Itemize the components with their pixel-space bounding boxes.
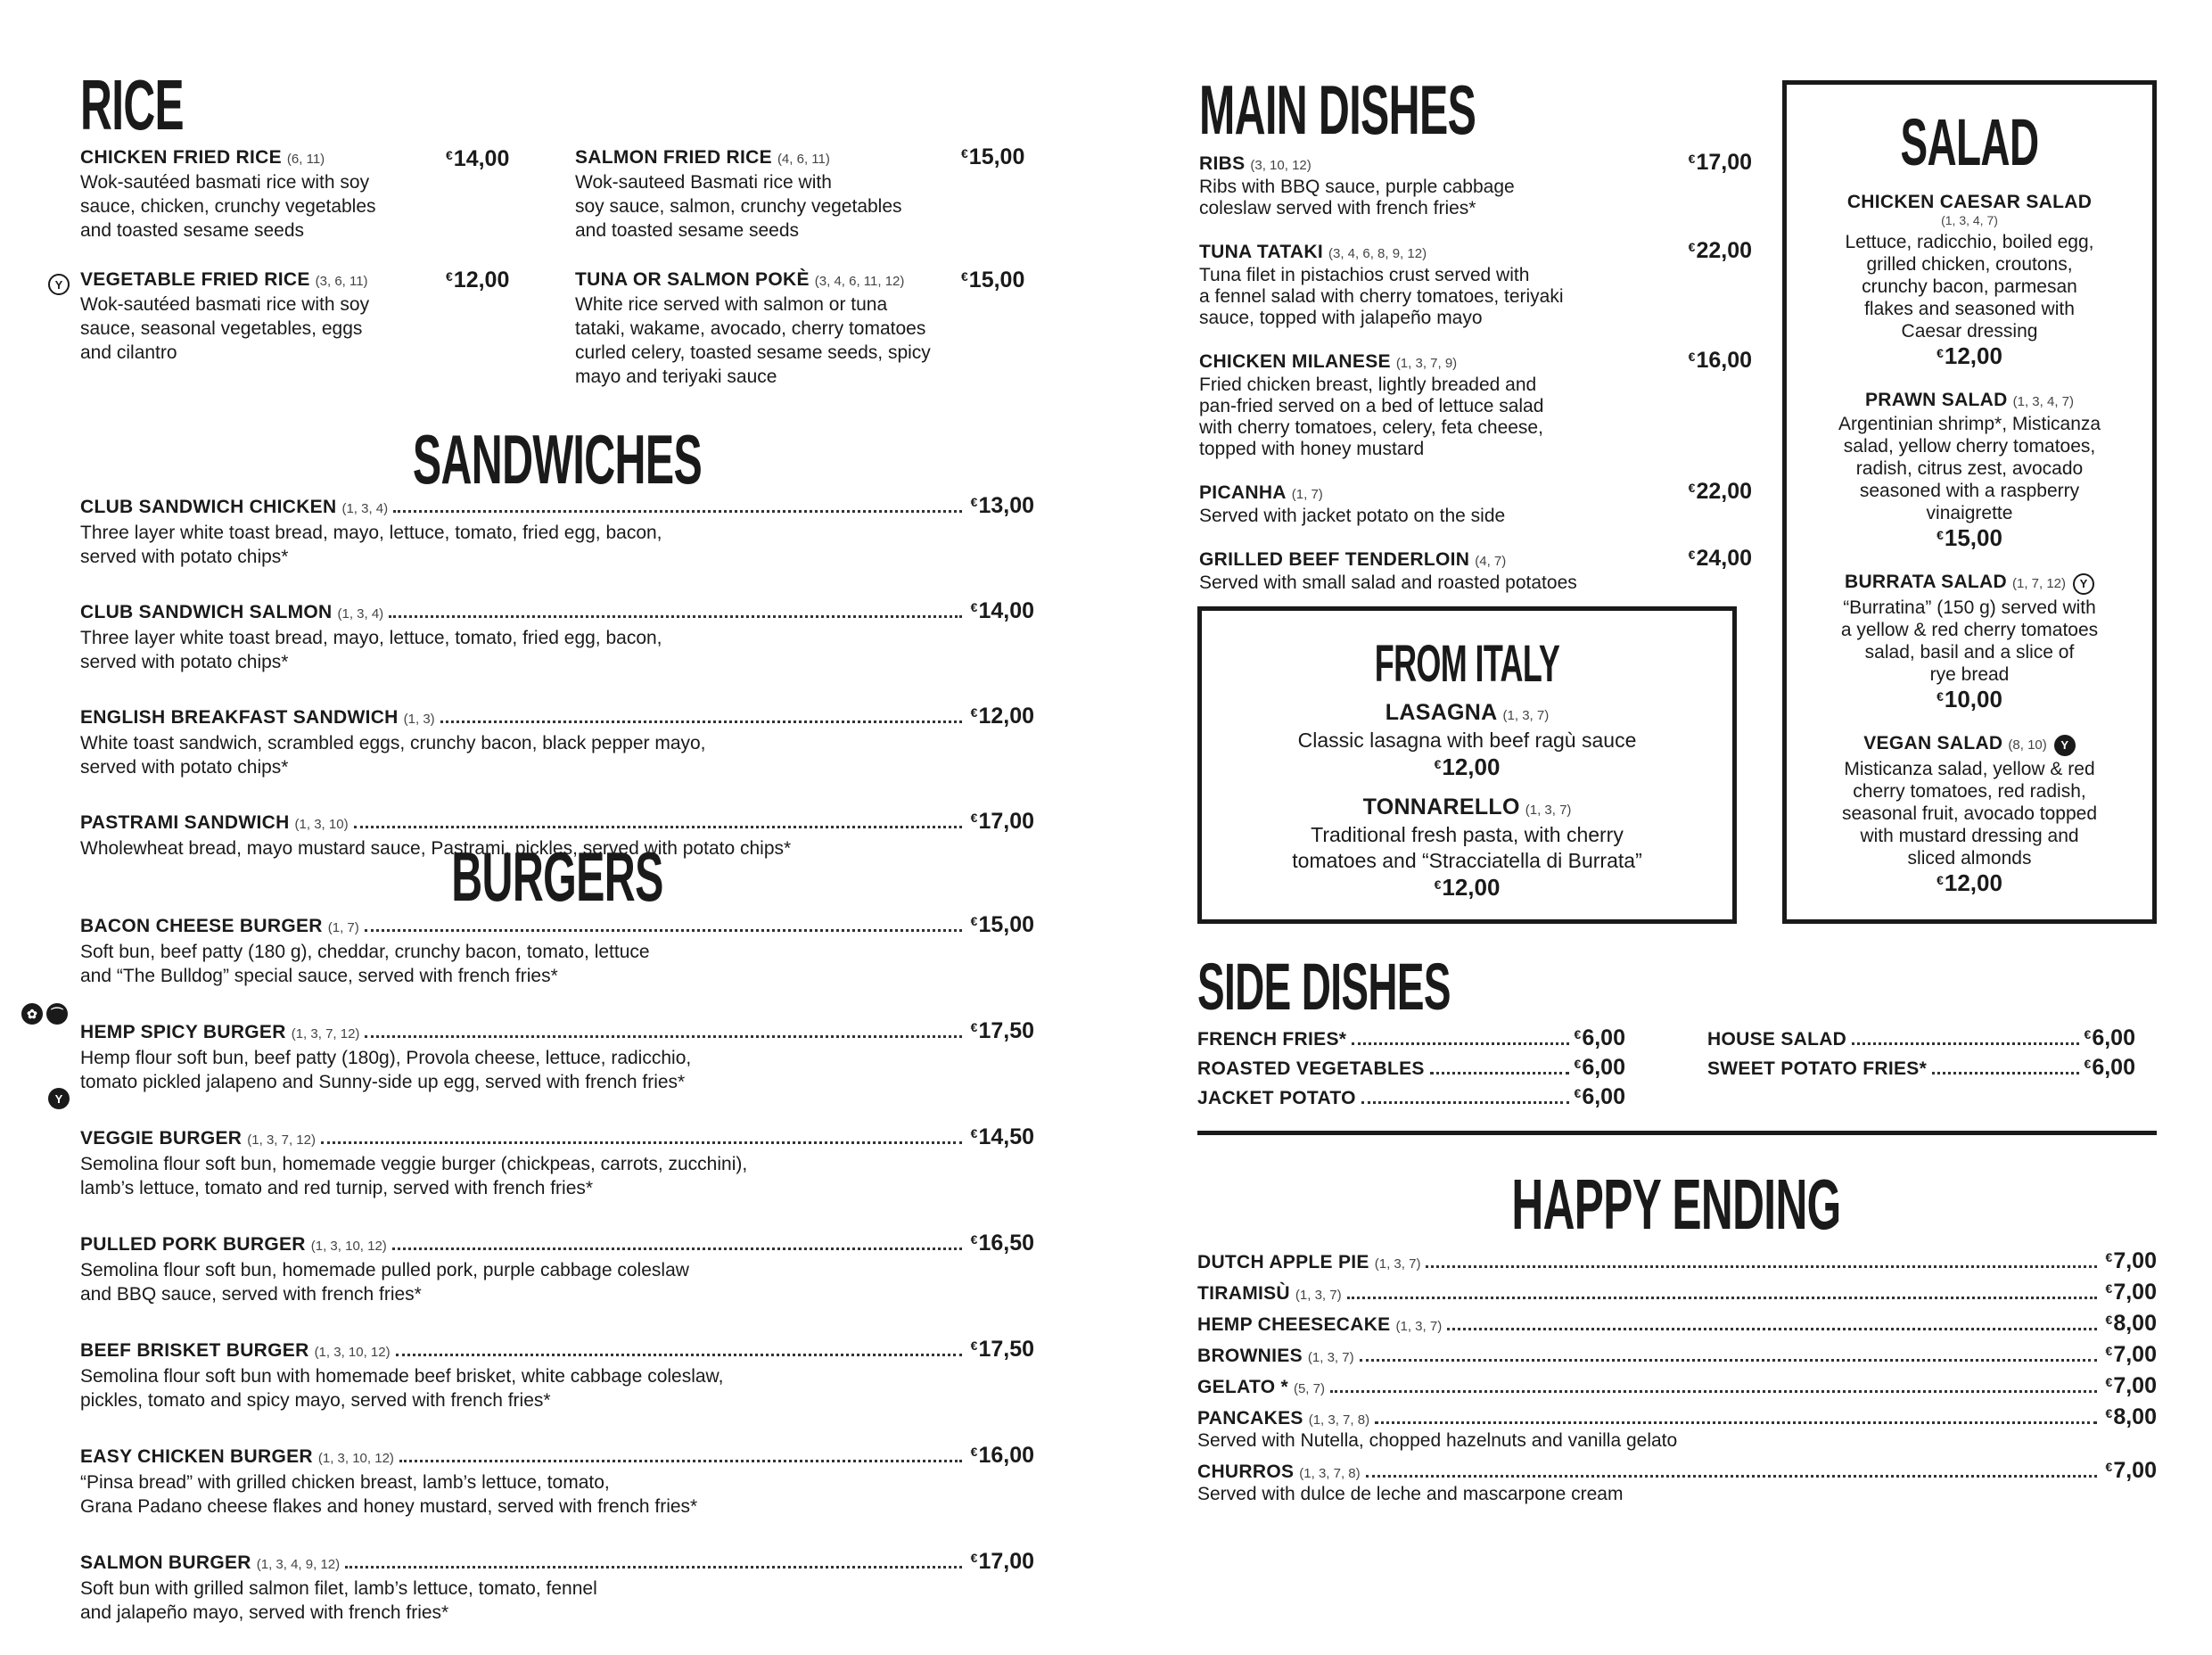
dot-leader <box>399 1459 962 1462</box>
item-allergens: (1, 3, 7, 9) <box>1395 356 1458 371</box>
dot-leader <box>1852 1042 2078 1045</box>
menu-item <box>1197 1248 2157 1274</box>
item-name: SALMON FRIED RICE <box>575 147 772 168</box>
item-allergens: (1, 3, 7, 12) <box>291 1026 360 1042</box>
item-price: €17,00 <box>970 1549 1034 1574</box>
item-name: TIRAMISÙ <box>1197 1283 1290 1304</box>
item-price: €16,00 <box>1688 348 1752 373</box>
item-description: Misticanza salad, yellow & red cherry tomatoes, red radish, seasonal fruit, avocado topped with mustard dressing and sliced almonds <box>1841 758 2098 869</box>
item-price: €14,00 <box>970 598 1034 623</box>
dot-leader <box>365 928 962 932</box>
side-item <box>1707 1025 2135 1051</box>
menu-item <box>1197 1311 2157 1337</box>
dot-leader <box>321 1140 962 1144</box>
item-description: White rice served with salmon or tuna tataki, wakame, avocado, cherry tomatoes curled celery, toasted sesame seeds, spicy mayo and teriyaki sauce <box>575 294 931 387</box>
item-name: CHICKEN MILANESE <box>1199 351 1391 372</box>
item-name: HOUSE SALAD <box>1707 1029 1847 1050</box>
menu-item <box>80 269 455 365</box>
item-name: CHURROS <box>1197 1462 1295 1482</box>
item-price: €13,00 <box>970 493 1034 518</box>
item-name: GRILLED BEEF TENDERLOIN <box>1199 549 1470 570</box>
item-name: BACON CHEESE BURGER <box>80 916 323 936</box>
menu-item <box>80 1231 1034 1306</box>
menu-item <box>80 912 1034 988</box>
menu-item <box>80 493 1034 569</box>
dot-leader <box>1361 1100 1569 1104</box>
dot-leader <box>1347 1296 2097 1299</box>
item-price: €8,00 <box>2105 1404 2157 1429</box>
item-name: HEMP SPICY BURGER <box>80 1022 286 1042</box>
item-name: ROASTED VEGETABLES <box>1197 1058 1425 1079</box>
item-allergens: (1, 3, 10) <box>294 817 349 832</box>
item-price: €6,00 <box>2084 1055 2135 1080</box>
menu-item <box>80 1337 1034 1412</box>
item-name: VEGETABLE FRIED RICE <box>80 269 310 290</box>
item-name: HEMP CHEESECAKE <box>1197 1314 1391 1335</box>
dot-leader <box>1430 1071 1569 1075</box>
side-item <box>1707 1055 2135 1081</box>
salad-box <box>1782 80 2157 924</box>
item-name: FRENCH FRIES* <box>1197 1029 1347 1050</box>
item-price: €17,00 <box>1688 150 1752 175</box>
item-name: CLUB SANDWICH CHICKEN <box>80 497 337 517</box>
item-name: BROWNIES <box>1197 1346 1303 1366</box>
item-price: €15,00 <box>961 144 1025 169</box>
menu-item <box>80 598 1034 674</box>
item-price: €12,00 <box>446 268 510 292</box>
dot-leader <box>1360 1358 2097 1362</box>
menu-item <box>575 269 985 389</box>
item-price: €22,00 <box>1688 238 1752 263</box>
item-price: €17,50 <box>970 1337 1034 1362</box>
item-allergens: (1, 7) <box>1291 487 1323 502</box>
item-price: €14,50 <box>970 1124 1034 1149</box>
dot-leader <box>1366 1474 2097 1478</box>
item-allergens: (1, 3, 7) <box>1502 708 1550 723</box>
menu-item <box>80 1018 1034 1094</box>
item-name: PASTRAMI SANDWICH <box>80 812 290 833</box>
item-allergens: (4, 7) <box>1475 554 1507 569</box>
vegetarian-icon: Y <box>2073 573 2094 595</box>
item-name: SWEET POTATO FRIES* <box>1707 1058 1928 1079</box>
item-price: €6,00 <box>1574 1055 1625 1080</box>
item-allergens: (1, 3, 7) <box>1374 1256 1421 1272</box>
item-name: RIBS <box>1199 153 1246 174</box>
item-description: Served with jacket potato on the side <box>1199 506 1506 526</box>
item-allergens: (3, 6, 11) <box>315 274 368 289</box>
item-name: GELATO * <box>1197 1377 1288 1397</box>
item-allergens: (1, 3, 7) <box>1307 1350 1354 1365</box>
item-price: €7,00 <box>2105 1342 2157 1367</box>
item-price: €12,00 <box>1937 869 2002 896</box>
item-name: CHICKEN CAESAR SALAD <box>1846 192 2093 212</box>
menu-item <box>1787 390 2152 552</box>
item-allergens: (1, 3, 7) <box>1525 803 1572 818</box>
happy-ending-list <box>1197 1248 2157 1511</box>
item-allergens: (1, 7, 12) <box>2011 576 2067 591</box>
menu-item <box>1199 238 1752 329</box>
item-name: PICANHA <box>1199 482 1287 503</box>
menu-item <box>1202 795 1732 902</box>
dot-leader <box>1330 1389 2097 1393</box>
item-price: €16,50 <box>970 1231 1034 1256</box>
item-allergens: (3, 4, 6, 11, 12) <box>814 274 905 289</box>
item-allergens: (1, 3, 7) <box>1295 1288 1342 1303</box>
side-dishes-list <box>1197 1025 1625 1114</box>
item-price: €7,00 <box>2105 1373 2157 1398</box>
hemp-leaf-icon: ✿ <box>21 1003 43 1025</box>
item-price: €6,00 <box>2084 1025 2135 1050</box>
item-description: Classic lasagna with beef ragù sauce <box>1297 729 1637 752</box>
menu-item <box>1199 150 1752 219</box>
menu-item <box>80 1124 1034 1200</box>
item-name: DUTCH APPLE PIE <box>1197 1252 1369 1272</box>
item-description: Fried chicken breast, lightly breaded and pan-fried served on a bed of lettuce salad with cherry tomatoes, celery, feta cheese, topped with honey mustard <box>1199 375 1544 459</box>
item-price: €15,00 <box>961 268 1025 292</box>
item-name: VEGGIE BURGER <box>80 1128 243 1149</box>
dot-leader <box>396 1353 962 1356</box>
rice-heading: RICE <box>80 65 185 144</box>
item-price: €6,00 <box>1574 1084 1625 1109</box>
item-name: EASY CHICKEN BURGER <box>80 1446 313 1467</box>
item-price: €12,00 <box>1434 753 1501 780</box>
menu-item <box>1197 1342 2157 1368</box>
menu-item <box>80 704 1034 779</box>
menu-item <box>1787 572 2152 713</box>
item-allergens: (1, 3, 4) <box>337 606 384 622</box>
item-name: PANCAKES <box>1197 1408 1303 1429</box>
item-allergens: (1, 3, 10, 12) <box>317 1451 394 1466</box>
main-dishes-list <box>1199 150 1752 616</box>
item-description: White toast sandwich, scrambled eggs, crunchy bacon, black pepper mayo, served with potato chips* <box>80 733 706 778</box>
item-price: €10,00 <box>1937 685 2002 712</box>
item-name: VEGAN SALAD <box>1863 732 2003 753</box>
menu-item <box>1199 348 1752 460</box>
item-description: Tuna filet in pistachios crust served with a fennel salad with cherry tomatoes, teriyaki sauce, topped with jalapeño mayo <box>1199 265 1564 328</box>
item-name: ENGLISH BREAKFAST SANDWICH <box>80 707 399 728</box>
item-description: Wok-sauteed Basmati rice with soy sauce, salmon, crunchy vegetables and toasted sesame seeds <box>575 172 902 241</box>
item-name: BEEF BRISKET BURGER <box>80 1340 309 1361</box>
item-name: TUNA TATAKI <box>1199 242 1323 262</box>
item-allergens: (3, 4, 6, 8, 9, 12) <box>1328 246 1427 261</box>
item-description: Served with Nutella, chopped hazelnuts and vanilla gelato <box>1197 1430 1678 1451</box>
menu-item <box>80 1443 1034 1519</box>
item-allergens: (1, 3) <box>403 712 435 727</box>
menu-item <box>1202 700 1732 781</box>
item-allergens: (1, 3, 4, 7) <box>2012 394 2074 409</box>
menu-item <box>80 147 455 243</box>
dot-leader <box>345 1565 962 1569</box>
item-price: €7,00 <box>2105 1458 2157 1483</box>
menu-item <box>80 1549 1034 1625</box>
chili-icon: ⌒ <box>46 1003 68 1025</box>
item-price: €6,00 <box>1574 1025 1625 1050</box>
item-name: TUNA OR SALMON POKÈ <box>575 269 810 290</box>
item-description: Soft bun with grilled salmon filet, lamb’s lettuce, tomato, fennel and jalapeño mayo, served with french fries* <box>80 1578 597 1623</box>
menu-item <box>1787 192 2152 370</box>
item-description: Ribs with BBQ sauce, purple cabbage coleslaw served with french fries* <box>1199 177 1515 218</box>
sandwiches-list <box>80 493 1034 890</box>
dot-leader <box>392 1247 962 1250</box>
item-price: €24,00 <box>1688 546 1752 571</box>
item-allergens: (4, 6, 11) <box>777 152 830 167</box>
vegetarian-icon: Y <box>48 274 70 295</box>
divider <box>1197 1131 2157 1135</box>
from-italy-heading: FROM ITALY <box>1374 635 1560 693</box>
item-description: Soft bun, beef patty (180 g), cheddar, crunchy bacon, tomato, lettuce and “The Bulldog” special sauce, served with french fries* <box>80 942 650 986</box>
side-dishes-list <box>1707 1025 2135 1084</box>
item-price: €17,50 <box>970 1018 1034 1043</box>
menu-item <box>575 147 985 243</box>
item-allergens: (1, 3, 7, 12) <box>247 1132 316 1148</box>
item-allergens: (5, 7) <box>1293 1381 1325 1396</box>
item-price: €12,00 <box>1937 342 2002 369</box>
item-allergens: (1, 3, 10, 12) <box>310 1239 387 1254</box>
side-item <box>1197 1084 1625 1110</box>
item-description: Traditional fresh pasta, with cherry tomatoes and “Stracciatella di Burrata” <box>1292 823 1642 872</box>
item-description: Semolina flour soft bun with homemade beef brisket, white cabbage coleslaw, pickles, tomato and spicy mayo, served with french fries* <box>80 1366 724 1411</box>
item-allergens: (8, 10) <box>2008 737 2047 753</box>
item-description: “Burratina” (150 g) served with a yellow & red cherry tomatoes salad, basil and a slice of rye bread <box>1840 597 2099 685</box>
dot-leader <box>1932 1071 2078 1075</box>
dot-leader <box>1352 1042 1568 1045</box>
sandwiches-heading: SANDWICHES <box>412 420 703 498</box>
happy-ending-heading: HAPPY ENDING <box>1511 1165 1841 1244</box>
menu-item <box>1197 1373 2157 1399</box>
side-dishes-heading: SIDE DISHES <box>1197 950 1451 1024</box>
item-description: Served with small salad and roasted potatoes <box>1199 572 1577 593</box>
item-allergens: (1, 3, 4, 9, 12) <box>256 1557 341 1572</box>
item-price: €22,00 <box>1688 479 1752 504</box>
item-name: SALMON BURGER <box>80 1552 251 1573</box>
item-name: BURRATA SALAD <box>1844 572 2007 592</box>
item-description: Wholewheat bread, mayo mustard sauce, Pastrami, pickles, served with potato chips* <box>80 838 792 859</box>
dot-leader <box>440 720 962 723</box>
item-price: €15,00 <box>970 912 1034 937</box>
dot-leader <box>354 825 962 828</box>
item-price: €8,00 <box>2105 1311 2157 1336</box>
salad-heading: SALAD <box>1900 105 2039 179</box>
item-description: Semolina flour soft bun, homemade pulled pork, purple cabbage coleslaw and BBQ sauce, served with french fries* <box>80 1260 689 1305</box>
item-price: €14,00 <box>446 146 510 171</box>
item-allergens: (6, 11) <box>286 152 325 167</box>
item-description: Argentinian shrimp*, Misticanza salad, yellow cherry tomatoes, radish, citrus zest, avocado seasoned with a raspberry vinaigrette <box>1838 414 2101 523</box>
dot-leader <box>389 614 961 618</box>
item-allergens: (3, 10, 12) <box>1250 158 1312 173</box>
item-name: CHICKEN FRIED RICE <box>80 147 282 168</box>
dot-leader <box>1375 1420 2096 1424</box>
item-price: €7,00 <box>2105 1248 2157 1273</box>
dot-leader <box>1426 1264 2096 1268</box>
item-allergens: (1, 3, 4, 7) <box>1941 213 1998 227</box>
item-description: Hemp flour soft bun, beef patty (180g), Provola cheese, lettuce, radicchio, tomato pickled jalapeno and Sunny-side up egg, served with french fries* <box>80 1048 692 1092</box>
item-allergens: (1, 3, 10, 12) <box>314 1345 391 1360</box>
item-price: €17,00 <box>970 809 1034 834</box>
menu-item <box>1197 1458 2157 1506</box>
item-name: PRAWN SALAD <box>1864 390 2008 410</box>
menu-item <box>1197 1280 2157 1305</box>
dot-leader <box>365 1034 961 1038</box>
item-price: €7,00 <box>2105 1280 2157 1305</box>
item-description: Three layer white toast bread, mayo, lettuce, tomato, fried egg, bacon, served with potato chips* <box>80 523 662 567</box>
main-dishes-heading: MAIN DISHES <box>1199 70 1476 149</box>
item-allergens: (1, 7) <box>327 920 359 935</box>
item-allergens: (1, 3, 4) <box>341 501 389 516</box>
item-name: PULLED PORK BURGER <box>80 1234 306 1255</box>
menu-item <box>1197 1404 2157 1453</box>
item-allergens: (1, 3, 7, 8) <box>1308 1412 1370 1428</box>
salad-list <box>1787 192 2152 917</box>
item-allergens: (1, 3, 7) <box>1395 1319 1443 1334</box>
item-description: Wok-sautéed basmati rice with soy sauce, chicken, crunchy vegetables and toasted sesame seeds <box>80 172 376 241</box>
item-name: TONNARELLO <box>1362 795 1520 819</box>
item-price: €12,00 <box>1434 874 1501 901</box>
item-price: €12,00 <box>970 704 1034 729</box>
item-name: LASAGNA <box>1385 700 1498 725</box>
menu-item <box>1787 733 2152 897</box>
item-price: €15,00 <box>1937 524 2002 551</box>
from-italy-box <box>1197 606 1737 924</box>
item-description: Wok-sautéed basmati rice with soy sauce, seasonal vegetables, eggs and cilantro <box>80 294 370 363</box>
vegan-icon: Y <box>48 1088 70 1109</box>
dot-leader <box>1447 1327 2096 1330</box>
item-description: Served with dulce de leche and mascarpone cream <box>1197 1484 1624 1504</box>
item-name: CLUB SANDWICH SALMON <box>80 602 333 622</box>
item-price: €16,00 <box>970 1443 1034 1468</box>
menu-item <box>1199 546 1752 594</box>
item-description: Three layer white toast bread, mayo, lettuce, tomato, fried egg, bacon, served with potato chips* <box>80 628 662 672</box>
item-description: Semolina flour soft bun, homemade veggie burger (chickpeas, carrots, zucchini), lamb’s lettuce, tomato and red turnip, served with french fries* <box>80 1154 748 1198</box>
item-description: “Pinsa bread” with grilled chicken breast, lamb’s lettuce, tomato, Grana Padano cheese flakes and honey mustard, served with french fries* <box>80 1472 698 1517</box>
dot-leader <box>393 509 962 513</box>
item-allergens: (1, 3, 7, 8) <box>1299 1466 1361 1481</box>
item-description: Lettuce, radicchio, boiled egg, grilled chicken, croutons, crunchy bacon, parmesan flakes and seasoned with Caesar dressing <box>1845 232 2094 342</box>
item-name: JACKET POTATO <box>1197 1088 1356 1108</box>
side-item <box>1197 1055 1625 1081</box>
menu-item <box>1199 479 1752 527</box>
burgers-list <box>80 912 1034 1655</box>
side-item <box>1197 1025 1625 1051</box>
burgers-heading: BURGERS <box>451 837 663 916</box>
vegan-icon: Y <box>2054 735 2076 756</box>
